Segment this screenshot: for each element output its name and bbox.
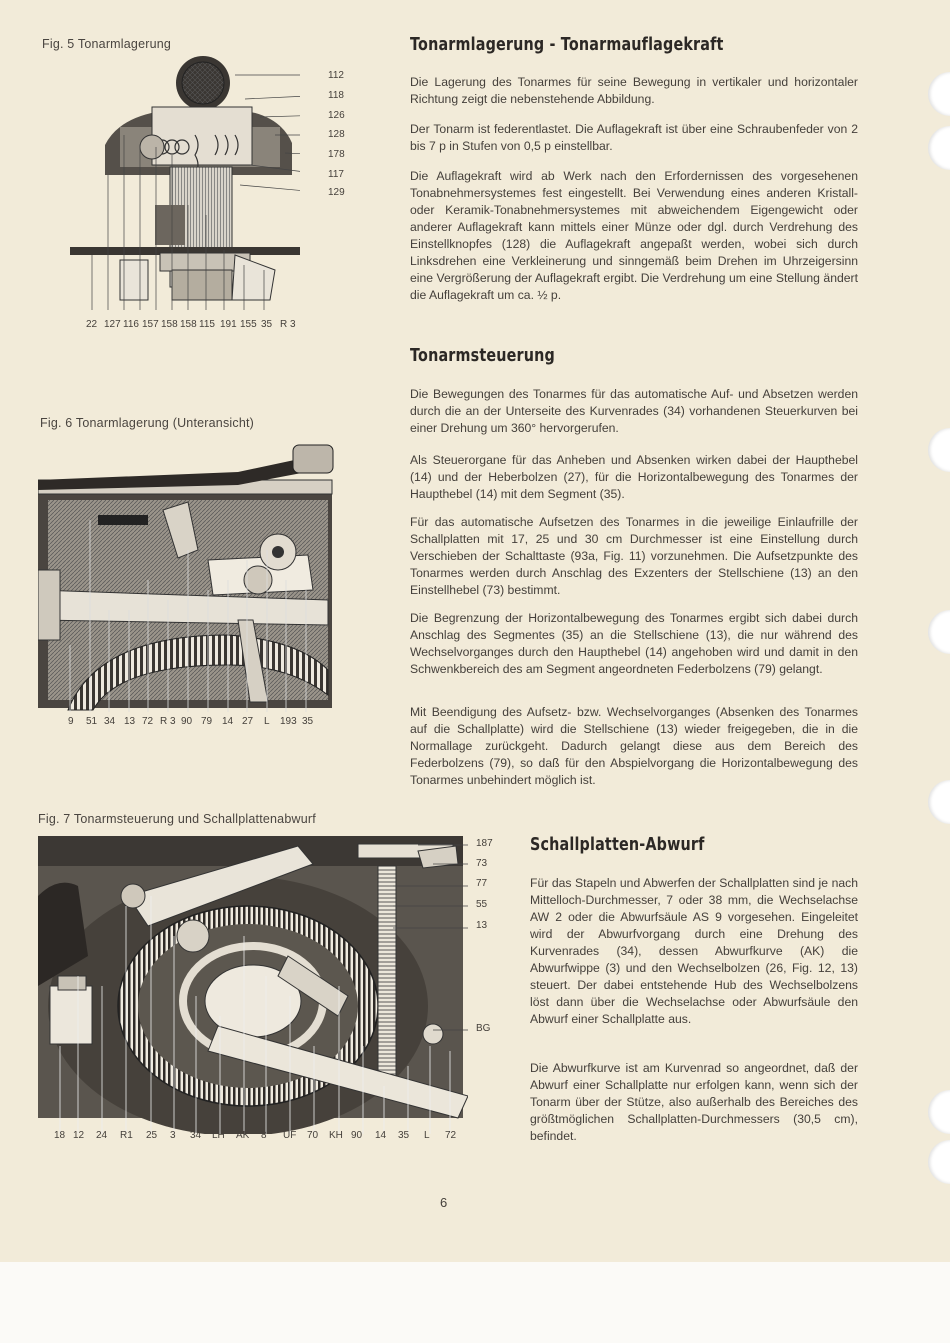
fig6-label: L	[264, 716, 270, 727]
fig6-label: 51	[86, 716, 98, 727]
fig5-label: 158	[161, 319, 178, 330]
fig7-label: R1	[120, 1130, 133, 1141]
fig5-label: 128	[328, 129, 345, 140]
fig6-label: 79	[201, 716, 213, 727]
fig7-label: AK	[236, 1130, 250, 1141]
fig5-label: 118	[328, 90, 344, 101]
fig5-label: 126	[328, 110, 345, 121]
fig5-label: 127	[104, 319, 121, 330]
fig5-label: 22	[86, 319, 98, 330]
fig7-label: ÜF	[283, 1130, 297, 1141]
fig6-label: 27	[242, 716, 254, 727]
fig7-caption: Fig. 7 Tonarmsteuerung und Schallplattenabwurf	[38, 812, 316, 826]
fig6-label: 9	[68, 716, 74, 727]
paragraph: Die Auflagekraft wird ab Werk nach den Erfordernissen des vorgesehenen Tonabnehmersystemes fest eingestellt. Bei Verwendung eines anderen Kristall- oder Keramik-Tonabnehmersystemes mit abweichendem Eigengewicht oder anderer Auflagekraft kann mittels einer Münze oder dgl. durch Verdrehung des Einstellknopfes (128) die Auflagekraft angepaßt werden, wobei sich durch Linksdrehen eine Verkleinerung und sinngemäß beim Drehen im Uhrzeigersinn eine Vergrößerung der Auflagekraft ergibt. Die Verdrehung um eine Stellung ändert die Auflagekraft um ca. ½ p.	[410, 169, 858, 302]
fig6-label: 14	[222, 716, 234, 727]
fig7-label: 14	[375, 1130, 387, 1141]
fig5-label: 116	[123, 319, 139, 330]
fig7-label: 25	[146, 1130, 158, 1141]
binder-hole	[928, 780, 950, 824]
fig7-label: L	[424, 1130, 430, 1141]
binder-hole	[928, 428, 950, 472]
fig5-label: 117	[328, 169, 344, 180]
fig6-label: 193	[280, 716, 297, 727]
fig7-label: 35	[398, 1130, 410, 1141]
binder-hole	[928, 72, 950, 116]
fig5-illustration	[60, 55, 300, 317]
paragraph: Die Bewegungen des Tonarmes für das automatische Auf- und Absetzen werden durch die an der Unterseite des Kurvenrades (34) vorhandenen Steuerkurven bei einer Drehung um 360° hervorgerufen.	[410, 387, 858, 435]
page-number: 6	[440, 1195, 448, 1210]
fig7-label: 55	[476, 899, 488, 910]
fig5-label: R 3	[280, 319, 296, 330]
paragraph: Der Tonarm ist federentlastet. Die Auflagekraft ist über eine Schraubenfeder von 2 bis 7 p in Stufen von 0,5 p einstellbar.	[410, 122, 858, 153]
paragraph: Für das Stapeln und Abwerfen der Schallplatten sind je nach Mittelloch-Durchmesser, 7 oder 38 mm, die Wechselachse AW 2 oder die Abwurfsäule AS 9 vorgesehen. Eingeleitet wird der Abwurfvorgang durch eine Drehung des Kurvenrades (34), dessen Abwurfkurve (AK) die Abwurfwippe (3) und den Wechselbolzen (26, Fig. 12, 13) steuert. Der dabei entstehende Hub des Wechselbolzens löst dann über die Wechselachse oder Abwurfsäule den Abwurf einer Schallplatte aus.	[530, 876, 858, 1026]
page-margin-bottom	[0, 1262, 950, 1343]
paragraph: Mit Beendigung des Aufsetz- bzw. Wechselvorganges (Absenken des Tonarmes auf die Schallplatte) wird die Stellschiene (13) wieder freigegeben, die in die Normallage zurückgeht. Dadurch gelangt diese aus dem Bereich des Federbolzens (79), so daß für den Abspielvorgang die Horizontalbewegung des Tonarmes unbehindert möglich ist.	[410, 705, 858, 787]
fig5-label: 129	[328, 187, 345, 198]
fig7-label: 13	[476, 920, 488, 931]
paragraph: Für das automatische Aufsetzen des Tonarmes in die jeweilige Einlaufrille der Schallplatten mit 17, 25 und 30 cm Durchmesser ist eine Einstellung durch Verschieben der Schalttaste (93a, Fig. 11) vorzunehmen. Die Aufsetzpunkte des Tonarmes werden durch Anschlag des Exzenters der Stellschiene (13) an den Einstellhebel (73) bestimmt.	[410, 515, 858, 597]
fig6-illustration	[38, 440, 344, 712]
fig7-label: 187	[476, 838, 493, 849]
fig5-label: 115	[199, 319, 215, 330]
fig5-label: 35	[261, 319, 273, 330]
binder-hole	[928, 1090, 950, 1134]
fig5-label: 191	[220, 319, 237, 330]
fig7-label: 34	[190, 1130, 202, 1141]
fig6-label: 34	[104, 716, 116, 727]
section-title-lagerung: Tonarmlagerung - Tonarmauflagekraft	[410, 35, 724, 55]
paragraph: Die Abwurfkurve ist am Kurvenrad so angeordnet, daß der Abwurf einer Schallplatte nur erfolgen kann, wenn sich der Tonarm über der Stütze, also außerhalb des Bereiches des größtmöglichen Schallplatten-Durchmessers (30,5 cm), befindet.	[530, 1061, 858, 1143]
fig6-label: R 3	[160, 716, 176, 727]
fig5-label: 155	[240, 319, 257, 330]
binder-hole	[928, 1140, 950, 1184]
fig6-label: 35	[302, 716, 314, 727]
fig7-label: 90	[351, 1130, 363, 1141]
fig5-label: 157	[142, 319, 159, 330]
fig7-label: 3	[170, 1130, 176, 1141]
paragraph: Die Begrenzung der Horizontalbewegung des Tonarmes ergibt sich dabei durch Anschlag des Segmentes (35) an die Stellschiene (13), die nur während des Wechselvorganges durch den Haupthebel (14) angehoben wird und damit in den Schwenkbereich des am Segment angeordneten Federbolzens (79) gelangt.	[410, 611, 858, 676]
fig7-label: 24	[96, 1130, 108, 1141]
fig7-label: LH	[212, 1130, 225, 1141]
fig5-label: 158	[180, 319, 197, 330]
fig6-label: 13	[124, 716, 136, 727]
fig7-label: 72	[445, 1130, 457, 1141]
fig7-label: 12	[73, 1130, 85, 1141]
section-title-steuerung: Tonarmsteuerung	[410, 346, 555, 366]
fig6-caption: Fig. 6 Tonarmlagerung (Unteransicht)	[40, 416, 255, 430]
fig7-label: 77	[476, 878, 488, 889]
fig6-label: 72	[142, 716, 154, 727]
fig7-label: 73	[476, 858, 488, 869]
fig7-label: 70	[307, 1130, 319, 1141]
fig5-caption: Fig. 5 Tonarmlagerung	[42, 37, 172, 51]
fig5-label: 112	[328, 70, 344, 81]
fig7-label: KH	[329, 1130, 343, 1141]
fig7-illustration	[38, 836, 468, 1134]
section-title-abwurf: Schallplatten-Abwurf	[530, 835, 705, 855]
fig7-label: 8	[261, 1130, 267, 1141]
fig7-label: BG	[476, 1023, 491, 1034]
paragraph: Die Lagerung des Tonarmes für seine Bewegung in vertikaler und horizontaler Richtung zeigt die nebenstehende Abbildung.	[410, 75, 858, 106]
binder-hole	[928, 126, 950, 170]
fig6-label: 90	[181, 716, 193, 727]
paragraph: Als Steuerorgane für das Anheben und Absenken wirken dabei der Haupthebel (14) und der Heberbolzen (27), für die Horizontalbewegung des Tonarmes der Haupthebel (14) mit dem Segment (35).	[410, 453, 858, 501]
fig7-label: 18	[54, 1130, 66, 1141]
fig5-label: 178	[328, 149, 345, 160]
binder-hole	[928, 610, 950, 654]
